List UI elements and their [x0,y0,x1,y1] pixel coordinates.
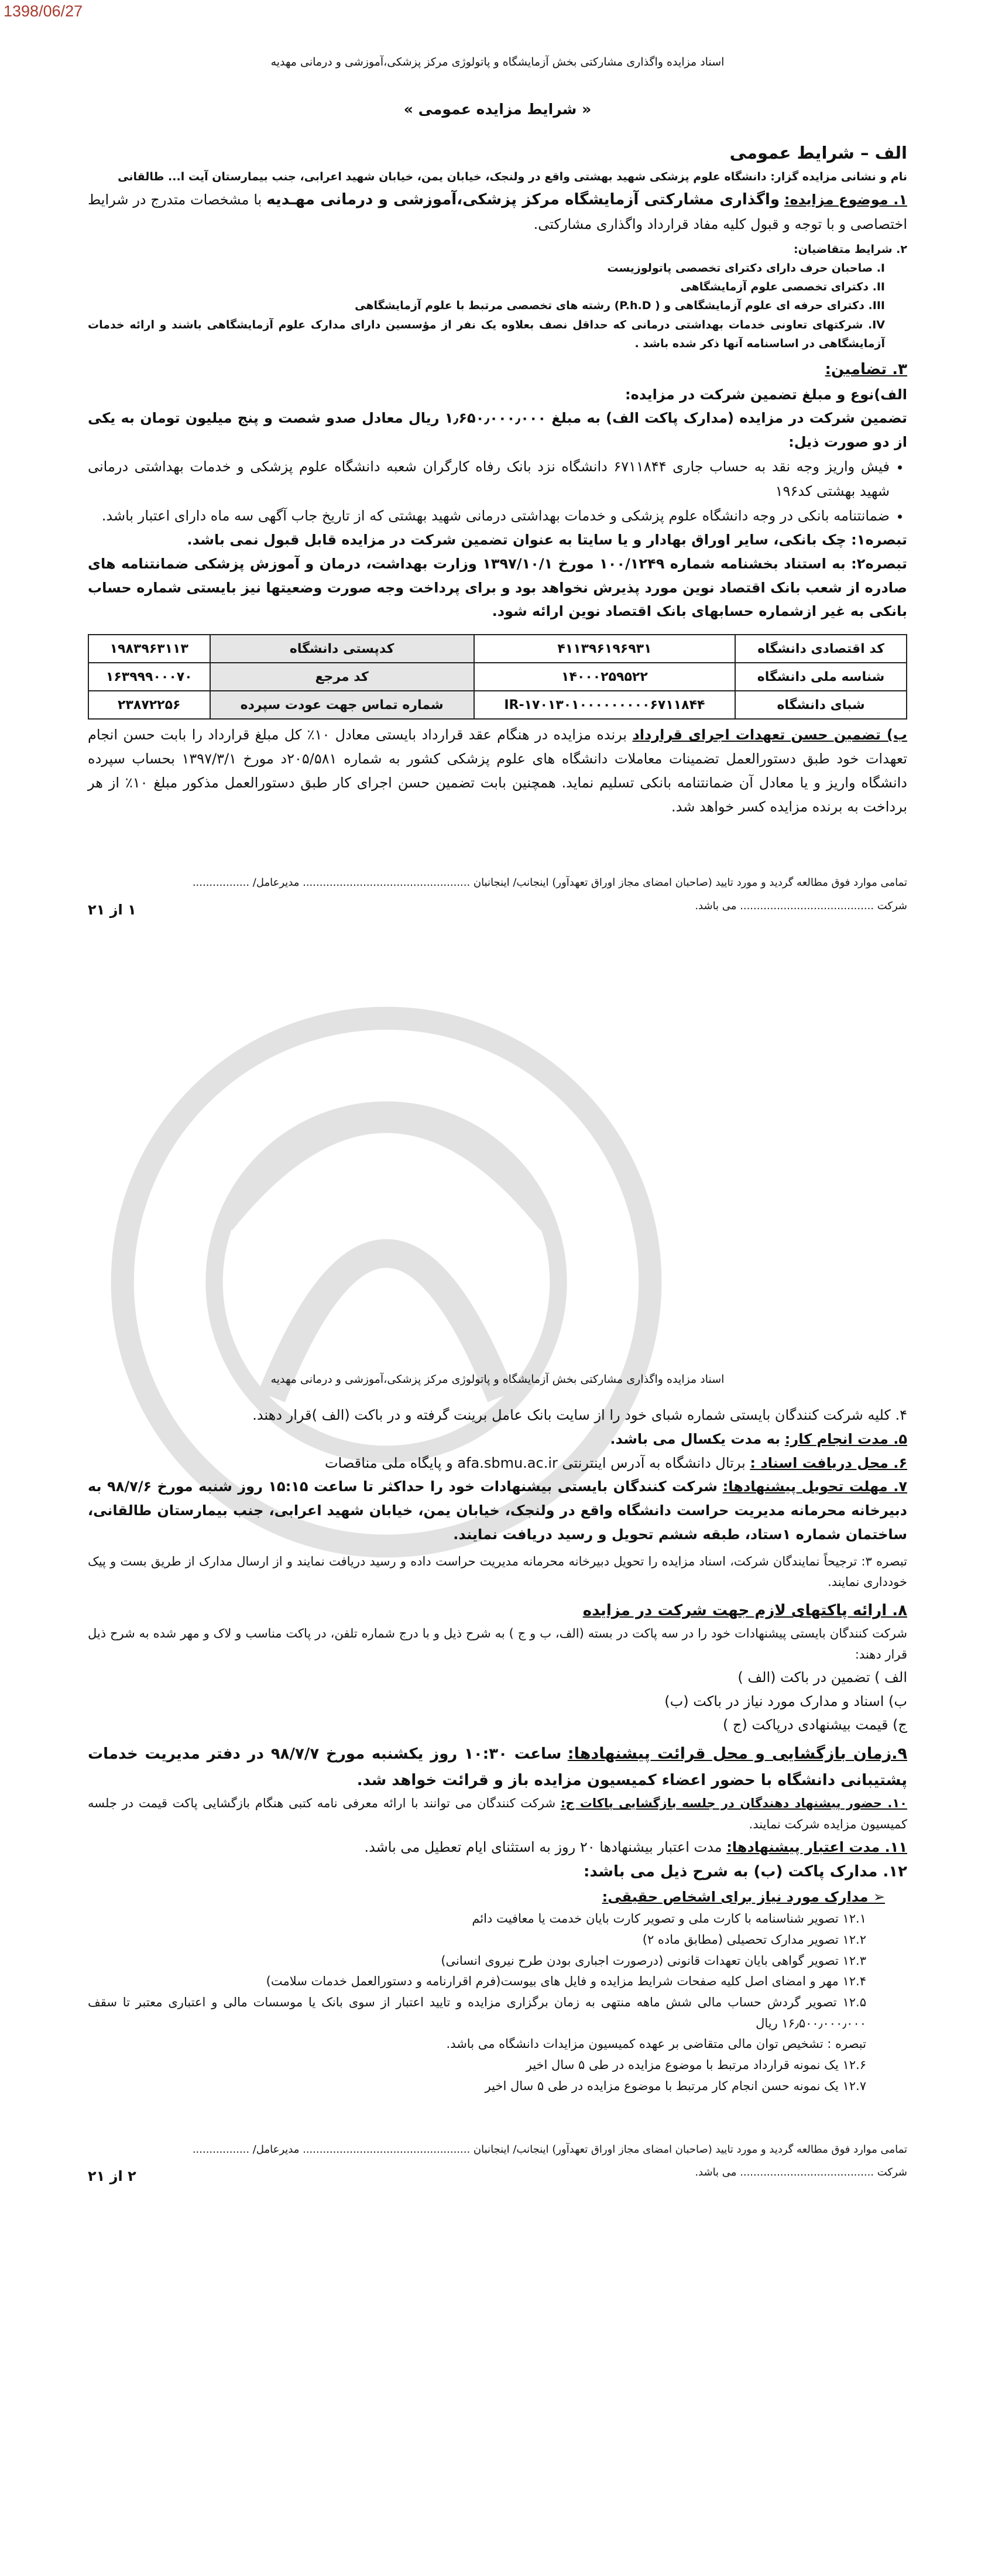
envelope-a: الف ) تضمین در باکت (الف ) [737,1669,907,1686]
table-row [88,691,907,719]
table-row [88,663,907,691]
item-8-text: شرکت کنندگان بایستی پیشنهادات خود را در سه پاکت در بسته (الف، ب و ج ) به شرح ذیل و با درج شماره تلفن، در پاکت مناسب و لاک و مهر شده به شرح ذیل قرار دهند: [88,1626,907,1662]
item-5: ۵. مدت انجام کار: به مدت یکسال می باشد. [610,1430,907,1447]
guarantee-type-heading: الف)نوع و مبلغ تضمین شرکت در مزایده: [625,386,907,403]
condition-4: IV. شرکتهای تعاونی خدمات بهداشتی درمانی که حداقل نصف بعلاوه یک نفر از مؤسسین دارای مدارک علوم آزمایشگاهی باشند و ارائه خدمات آزمایشگاهی در اساسنامه آنها ذکر شده باشد . [88,318,885,351]
table-cell: ۲۳۸۷۲۲۵۶ [88,691,210,719]
table-cell: ۱۴۰۰۰۲۵۹۵۲۲ [474,663,735,691]
guarantee-option-deposit: • فیش واریز وجه نقد به حساب جاری ۶۷۱۱۸۴۴ دانشگاه نزد بانک رفاه کارگران شعبه دانشگاه علوم پزشکی و خدمات بهداشتی درمانی شهید بهشتی کد۱۹۶ [88,454,890,503]
footer-company-line: شرکت ........................................ می باشد. ۱ از ۲۱ [88,895,907,918]
list-item: ۱۲.۳ تصویر گواهی بایان تعهدات قانونی (درصورت اجباری بودن طرح نیروی انسانی) [441,1953,866,1968]
item-7: ۷. مهلت تحویل پیشنهادها: شرکت کنندگان بایستی بیشنهادات خود را حداکثر تا ساعت ۱۵:۱۵ روز شنبه مورخ ۹۸/۷/۶ به دبیرخانه محرمانه مدیریت حراست دانشگاه واقع در ولنجک، خیابان یمن، خیابان شهید اعرابی، جنب بیمارستان طالقانی، ساختمان شماره ۱ستاد، طبقه ششم تحویل و رسید دریافت نمایند. [88,1478,907,1543]
document-date: 1398/06/27 [4,2,83,20]
note-1: تبصره۱: چک بانکی، سایر اوراق بهادار و یا سایتا به عنوان تضمین شرکت در مزایده قابل قبول نمی باشد. [187,531,907,548]
individuals-docs-heading: ➢ مدارک مورد نیاز برای اشخاص حقیقی: [602,1888,885,1905]
note-4: تبصره : تشخیص توان مالی متقاضی بر عهده کمیسیون مزایدات دانشگاه می باشد. [446,2037,866,2051]
table-cell: کد اقتصادی دانشگاه [735,635,907,663]
section-a-heading: الف – شرایط عمومی [729,143,907,163]
table-row [88,635,907,663]
footer-signature-line: تمامی موارد فوق مطالعه گردید و مورد تایید (صاحبان امضای مجاز اوراق تعهدآور) اینجانب/ اینجانبان .................................................. مدیرعامل/ ................. [192,2143,907,2156]
list-item: ۱۲.۵ تصویر گردش حساب مالی شش ماهه منتهی به زمان برگزاری مزایده و تایید اعتبار از سوی بانک یا موسسات مالی و اعتباری معتبر تا سقف ۱۶٫۵۰۰٫۰۰۰٫۰۰۰ ریال [88,1995,866,2030]
guarantee-amount: تضمین شرکت در مزایده (مدارک پاکت الف) به مبلغ ۱٫۶۵۰٫۰۰۰٫۰۰۰ ریال معادل صدو شصت و پنج میلیون تومان به یکی از دو صورت ذیل: [88,410,907,451]
page-number: ۲ از ۲۱ [88,2168,136,2185]
item-9: ۹.زمان بازگشایی و محل قرائت پیشنهادها: ساعت ۱۰:۳۰ روز یکشنبه مورخ ۹۸/۷/۷ در دفتر مدیریت خدمات پشتیبانی دانشگاه با حضور اعضاء کمیسیون مزایده باز و قرائت خواهد شد. [88,1745,907,1789]
page-header: اسناد مزایده واگذاری مشارکتی بخش آزمایشگاه و پاتولوژی مرکز پزشکی،آموزشی و درمانی مهدیه [270,56,725,68]
table-cell: IR-۱۷۰۱۳۰۱۰۰۰۰۰۰۰۰۰۶۷۱۱۸۴۴ [474,691,735,719]
item-6: ۶. محل دریافت اسناد : برتال دانشگاه به آدرس اینترنتی afa.sbmu.ac.ir و پایگاه ملی مناقصات [325,1454,907,1471]
item-2-heading: ۲. شرایط متقاضیان: [794,242,907,256]
list-item: ۱۲.۶ یک نمونه قرارداد مرتبط با موضوع مزایده در طی ۵ سال اخیر [526,2058,866,2073]
table-cell: کدپستی دانشگاه [210,635,474,663]
note-2: تبصره۲: به استناد بخشنامه شماره ۱۰۰/۱۲۴۹ مورخ ۱۳۹۷/۱۰/۱ وزارت بهداشت، درمان و آموزش پزشکی ضمانتنامه های صادره از شعب بانک اقتصاد نوین مورد پذیرش نخواهد بود و برای پرداخت وجه صورت وضعیتها نیز بایستی شماره حساب بانکی به غیر ازشماره حسابهای بانک اقتصاد نوین ارائه شود. [88,555,907,620]
footer-company-line: شرکت ........................................ می باشد. ۲ از ۲۱ [88,2161,907,2184]
page-header: اسناد مزایده واگذاری مشارکتی بخش آزمایشگاه و پاتولوژی مرکز پزشکی،آموزشی و درمانی مهدیه [270,1373,725,1386]
performance-guarantee: ب) تضمین حسن تعهدات اجرای قرارداد برنده مزایده در هنگام عقد قرارداد بایستی معادل ۱۰٪ کل مبلغ قرارداد را بابت حسن انجام تعهدات خود طبق دستورالعمل تضمینات معاملات دانشگاه های علوم پزشکی کشور به شماره ۲۰۵/۵۸۱د مورخ ۱۳۹۷/۳/۱ بحساب سپرده دانشگاه واریز و یا معادل آن ضمانتنامه بانکی تسلیم نماید. همچنین بابت تضمین حسن اجرای کار طبق دستورالعمل مذکور مبلغ ۱۰٪ از هر برداخت به برنده مزایده کسر خواهد شد. [88,727,908,815]
envelope-c: ج) قیمت بیشنهادی درپاکت (ج ) [722,1717,907,1734]
list-item: ۱۲.۴ مهر و امضای اصل کلیه صفحات شرایط مزایده و فایل های بیوست(فرم اقرارنامه و دستورالعمل خدمات سلامت) [266,1974,866,1989]
table-cell: کد مرجع [210,663,474,691]
envelope-b: ب) اسناد و مدارک مورد نیاز در باکت (ب) [664,1693,907,1710]
document-page-1 [88,56,907,926]
table-cell: ۱۹۸۳۹۶۳۱۱۳ [88,635,210,663]
page-footer [88,871,907,917]
condition-2: II. دکترای تخصصی علوم آزمایشگاهی [680,280,885,294]
tenderer-address: نام و نشانی مزایده گزار: دانشگاه علوم پزشکی شهید بهشتی واقع در ولنجک، خیابان یمن، خیابان شهید اعرابی، جنب بیمارستان آیت ا... طالقانی [118,170,907,184]
note-3: تبصره ۳: ترجیحاً نمایندگان شرکت، اسناد مزایده را تحویل دبیرخانه محرمانه مدیریت حراست داده و رسید دریافت نمایند و از ارسال مدارک از طریق بست و پیک خودداری نمایند. [88,1554,907,1590]
footer-signature-line: تمامی موارد فوق مطالعه گردید و مورد تایید (صاحبان امضای مجاز اوراق تعهدآور) اینجانب/ اینجانبان .................................................. مدیرعامل/ ................. [192,876,907,889]
table-cell: شناسه ملی دانشگاه [735,663,907,691]
item-1: ۱. موضوع مزایده: واگذاری مشارکتی آزمایشگاه مرکز پزشکی،آموزشی و درمانی مهـدیه با مشخصات متدرج در شرایط اختصاصی و با توجه و قبول کلیه مفاد قرارداد واگذاری مشارکتی. [88,190,907,232]
item-10: ۱۰. حضور پیشنهاد دهندگان در جلسه بازگشایی پاکات ج: شرکت کنندگان می توانند با ارائه معرفی نامه کتبی هنگام بازگشایی پاکت قیمت در جلسه کمیسیون مزایده شرکت نمایند. [88,1796,907,1831]
guarantee-option-bank: • ضمانتنامه بانکی در وجه دانشگاه علوم پزشکی و خدمات بهداشتی درمانی شهید بهشتی که از تاریخ جاب آگهی سه ماه دارای اعتبار باشد. [88,503,890,528]
document-title: « شرایط مزایده عمومی » [403,101,592,118]
document-page-2 [88,1373,907,2192]
item-11: ۱۱. مدت اعتبار پیشنهادها: مدت اعتبار بیشنهادها ۲۰ روز به استثنای ایام تعطیل می باشد. [364,1838,907,1855]
item-12-heading: ۱۲. مدارک پاکت (ب) به شرح ذیل می باشد: [584,1863,907,1881]
page-number: ۱ از ۲۱ [88,901,136,918]
table-cell: ۴۱۱۳۹۶۱۹۶۹۳۱ [474,635,735,663]
list-item: ۱۲.۷ یک نمونه حسن انجام کار مرتبط با موضوع مزایده در طی ۵ سال اخیر [485,2078,866,2093]
list-item: ۱۲.۱ تصویر شناسنامه با کارت ملی و تصویر کارت بایان خدمت یا معافیت دائم [472,1912,866,1926]
account-info-table [88,634,907,720]
condition-3: III. دکترای حرفه ای علوم آزمایشگاهی و ( P.h.D) رشته های تخصصی مرتبط با علوم آزمایشگاهی [355,299,885,313]
page-footer [88,2138,907,2184]
table-cell: شماره تماس جهت عودت سپرده [210,691,474,719]
item-8-heading: ۸. ارائه پاکتهای لازم جهت شرکت در مزایده [582,1602,907,1620]
list-item: ۱۲.۲ تصویر مدارک تحصیلی (مطابق ماده ۲) [642,1933,866,1947]
item-3-heading: ۳. تضامین: [825,361,907,379]
condition-1: I. صاحبان حرف دارای دکترای تخصصی پاتولوزیست [607,261,885,275]
table-cell: شبای دانشگاه [735,691,907,719]
table-cell: ۱۶۳۹۹۹۰۰۰۷۰ [88,663,210,691]
item-4: ۴. کلیه شرکت کنندگان بایستی شماره شبای خود را از سایت بانک عامل برینت گرفته و در باکت (الف )قرار دهند. [252,1407,907,1423]
